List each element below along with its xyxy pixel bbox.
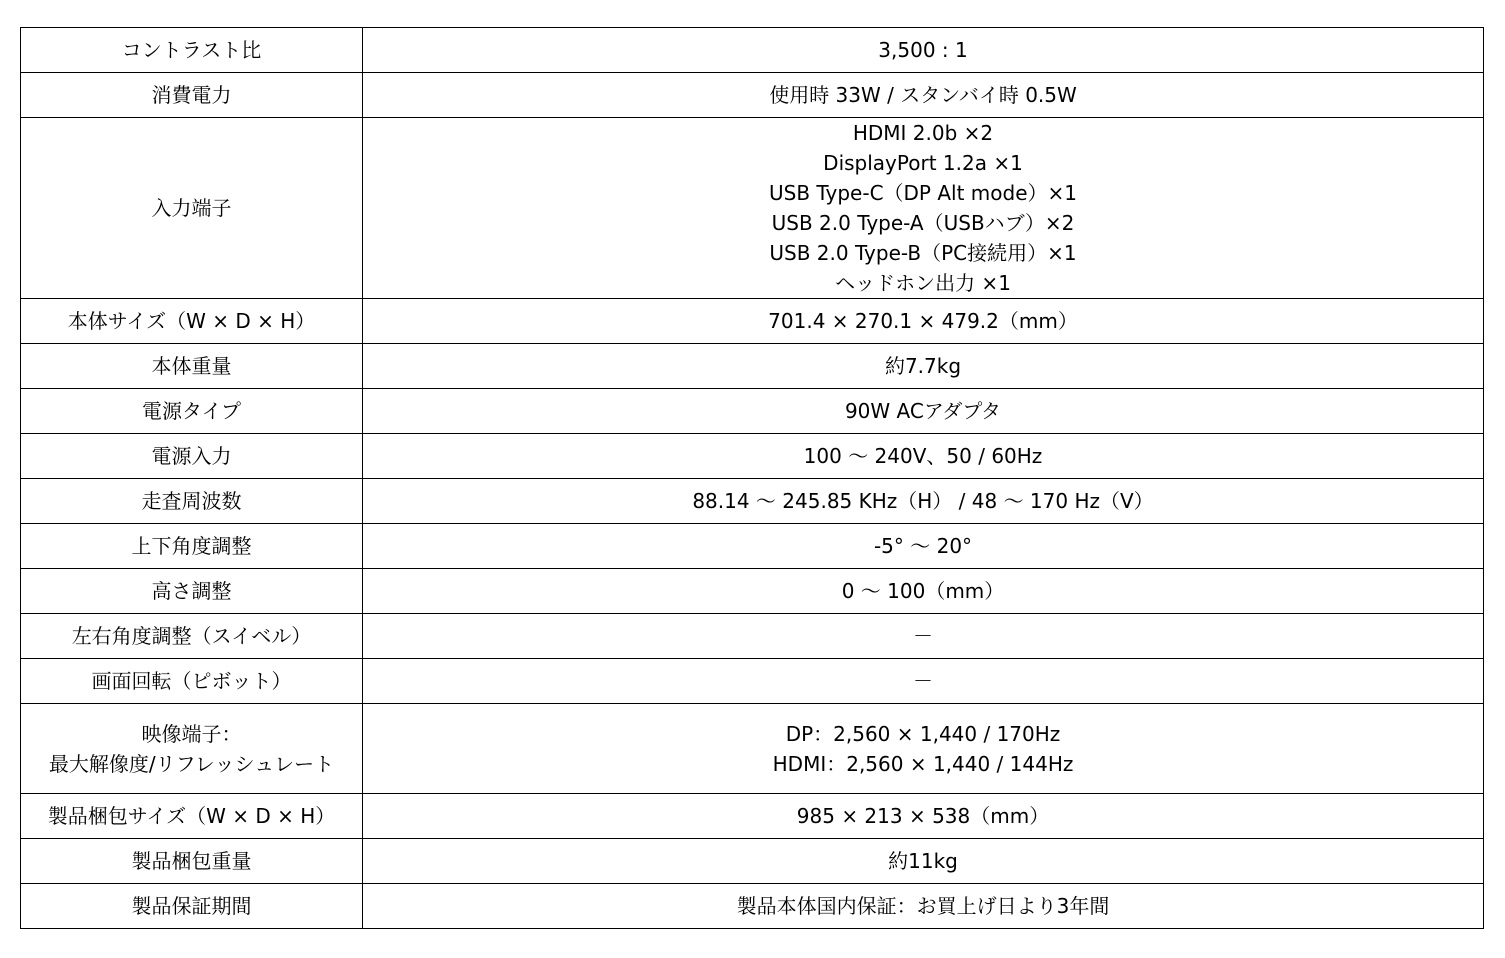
spec-row: [21, 479, 1484, 524]
spec-value-cell: [363, 389, 1484, 434]
spec-label: 本体サイズ（W × D × H）: [67, 309, 316, 333]
spec-value-cell: [363, 884, 1484, 929]
spec-table: [20, 27, 1484, 929]
spec-label-cell: [21, 524, 363, 569]
spec-row: [21, 524, 1484, 569]
spec-row: [21, 118, 1484, 299]
spec-row: [21, 389, 1484, 434]
spec-label: 画面回転（ピボット）: [91, 669, 292, 693]
spec-label-cell: [21, 344, 363, 389]
spec-label: 映像端子：: [141, 721, 242, 746]
spec-label: 消費電力: [151, 83, 232, 107]
spec-value-cell: [363, 659, 1484, 704]
spec-value: 90W ACアダプタ: [844, 399, 1002, 423]
spec-value-cell: [363, 704, 1484, 794]
spec-value: DP：2,560 × 1,440 / 170Hz: [785, 721, 1061, 746]
spec-value: USB 2.0 Type-B（PC接続用）×1: [769, 241, 1077, 265]
spec-value: 3,500 : 1: [878, 38, 968, 62]
spec-row: [21, 704, 1484, 794]
spec-value-cell: [363, 479, 1484, 524]
spec-value-cell: [363, 344, 1484, 389]
spec-value: 701.4 × 270.1 × 479.2（mm）: [768, 309, 1078, 333]
spec-value: HDMI 2.0b ×2: [852, 121, 994, 145]
spec-row: [21, 434, 1484, 479]
spec-value-cell: [363, 28, 1484, 73]
spec-label-cell: [21, 614, 363, 659]
spec-label-cell: [21, 118, 363, 299]
spec-label-cell: [21, 434, 363, 479]
spec-value: 使用時 33W / スタンバイ時 0.5W: [769, 83, 1077, 107]
spec-value: 約11kg: [888, 849, 958, 873]
spec-value-cell: [363, 839, 1484, 884]
spec-label: コントラスト比: [121, 38, 262, 62]
spec-value: DisplayPort 1.2a ×1: [823, 151, 1023, 175]
spec-label: 電源タイプ: [142, 399, 241, 423]
spec-label: 上下角度調整: [131, 534, 252, 558]
spec-value-cell: [363, 434, 1484, 479]
spec-value: ヘッドホン出力 ×1: [835, 271, 1011, 295]
spec-label-cell: [21, 28, 363, 73]
spec-label: 走査周波数: [141, 489, 242, 513]
spec-label-cell: [21, 884, 363, 929]
spec-label: 製品梱包重量: [131, 849, 252, 873]
spec-value-cell: [363, 794, 1484, 839]
spec-value-cell: [363, 524, 1484, 569]
spec-label-cell: [21, 794, 363, 839]
spec-row: [21, 614, 1484, 659]
spec-label-cell: [21, 704, 363, 794]
spec-value: USB 2.0 Type-A（USBハブ）×2: [771, 211, 1075, 235]
spec-label: 入力端子: [151, 196, 232, 220]
spec-label-cell: [21, 299, 363, 344]
spec-value: 約7.7kg: [884, 354, 962, 378]
spec-value: 100 ～ 240V、50 / 60Hz: [803, 444, 1043, 468]
spec-row: [21, 569, 1484, 614]
spec-label-cell: [21, 73, 363, 118]
spec-value: －: [913, 669, 933, 693]
spec-value-cell: [363, 614, 1484, 659]
spec-label: 製品保証期間: [131, 894, 252, 918]
spec-value-cell: [363, 299, 1484, 344]
spec-table-body: [21, 28, 1484, 929]
spec-label: 最大解像度/リフレッシュレート: [48, 751, 335, 776]
spec-label: 左右角度調整（スイベル）: [71, 624, 312, 648]
spec-value-cell: [363, 73, 1484, 118]
spec-row: [21, 794, 1484, 839]
spec-value-cell: [363, 569, 1484, 614]
spec-value: 製品本体国内保証：お買上げ日より3年間: [736, 894, 1110, 918]
spec-value: 0 ～ 100（mm）: [841, 579, 1005, 603]
spec-label: 製品梱包サイズ（W × D × H）: [47, 804, 336, 828]
spec-label: 本体重量: [151, 354, 232, 378]
spec-row: [21, 299, 1484, 344]
spec-row: [21, 28, 1484, 73]
spec-row: [21, 659, 1484, 704]
spec-row: [21, 839, 1484, 884]
spec-row: [21, 344, 1484, 389]
spec-label-cell: [21, 479, 363, 524]
spec-label-cell: [21, 389, 363, 434]
spec-label-cell: [21, 839, 363, 884]
spec-value: USB Type-C（DP Alt mode）×1: [769, 181, 1077, 205]
spec-value: HDMI：2,560 × 1,440 / 144Hz: [772, 751, 1074, 776]
spec-value: -5° ～ 20°: [873, 534, 973, 558]
spec-label-cell: [21, 659, 363, 704]
spec-value: 985 × 213 × 538（mm）: [796, 804, 1050, 828]
spec-row: [21, 73, 1484, 118]
spec-label: 電源入力: [151, 444, 232, 468]
spec-row: [21, 884, 1484, 929]
spec-value: 88.14 ～ 245.85 KHz（H） / 48 ～ 170 Hz（V）: [692, 489, 1154, 513]
spec-label-cell: [21, 569, 363, 614]
spec-value: －: [913, 624, 933, 648]
spec-value-cell: [363, 118, 1484, 299]
spec-label: 高さ調整: [151, 579, 232, 603]
